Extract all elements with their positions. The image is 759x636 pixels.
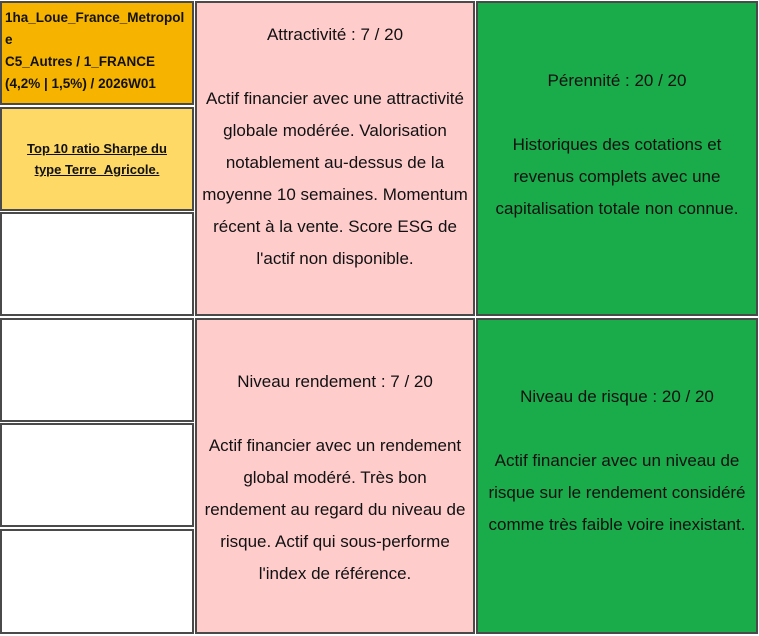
asset-name: 1ha_Loue_France_Metropole [5,10,185,47]
rendement-cell [195,318,475,634]
rendement-score: Niveau rendement : 7 / 20 [237,372,433,391]
asset-identifier-cell [0,1,194,105]
risque-description: Actif financier avec un niveau de risque sur le rendement considéré comme très faible voire inexistant. [488,451,746,534]
rendement-description: Actif financier avec un rendement global modéré. Très bon rendement au regard du niveau de risque. Actif qui sous-performe l'index de référence. [204,436,466,583]
perennite-description: Historiques des cotations et revenus complets avec une capitalisation totale non connue. [495,135,739,218]
sharpe-ranking-link[interactable]: Top 10 ratio Sharpe du type Terre_Agricole. [27,141,167,177]
risque-cell [476,318,758,634]
attractivite-description: Actif financier avec une attractivité globale modérée. Valorisation notablement au-dessus de la moyenne 10 semaines. Momentum récent à la vente. Score ESG de l'actif non disponible. [202,89,468,268]
perennite-cell [476,1,758,316]
empty-cell-3 [0,423,194,527]
attractivite-cell [195,1,475,316]
empty-cell-2 [0,318,194,422]
empty-cell-1 [0,212,194,316]
perennite-score: Pérennité : 20 / 20 [547,71,687,90]
attractivite-score: Attractivité : 7 / 20 [266,25,404,44]
risque-score: Niveau de risque : 20 / 20 [520,387,714,406]
asset-category: C5_Autres / 1_FRANCE [5,54,156,69]
asset-metrics: (4,2% | 1,5%) / 2026W01 [5,76,156,91]
empty-cell-4 [0,529,194,634]
sharpe-ranking-cell[interactable] [0,107,194,211]
